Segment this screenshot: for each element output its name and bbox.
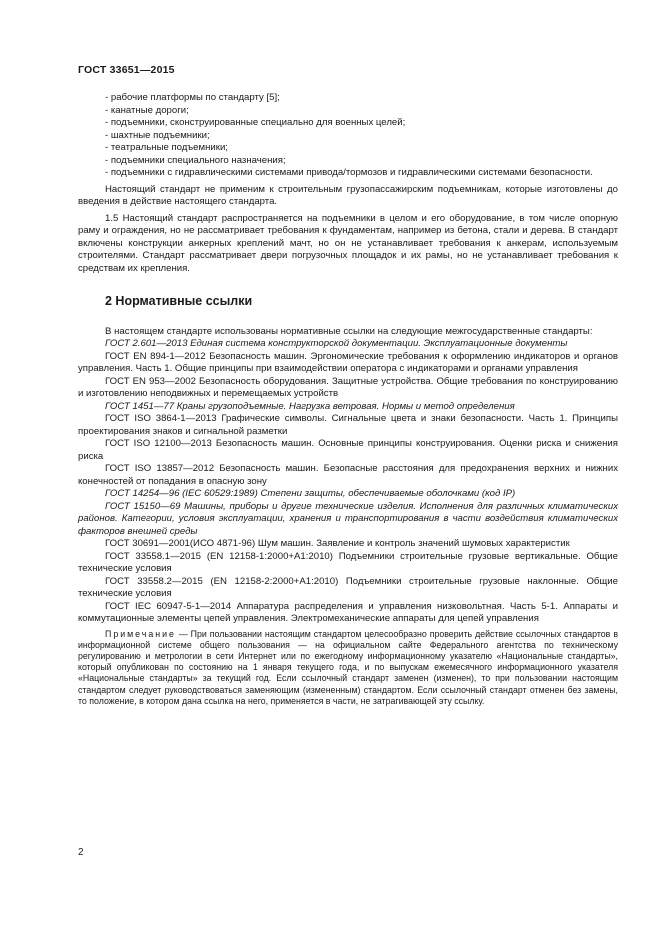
reference-entry: ГОСТ EN 894-1—2012 Безопасность машин. Эргономические требования к оформлению индикаторов и органов управления. Часть 1. Общие принципы при взаимодействии оператора с индикаторами и органами управления: [78, 350, 618, 374]
paragraph-1-5: 1.5 Настоящий стандарт распространяется на подъемники в целом и его оборудование, в том числе опорную раму и ограждения, но не рассматривает требования к фундаментам, например из бетона, стали и дерева. В стандарт включены конструкции анкерных креплений мачт, но он не устанавливает требования к анкерам, используемым строителями. Стандарт рассматривает двери погрузочных площадок и их рамы, но не устанавливает требования к средствам их крепления.: [78, 212, 618, 274]
section-intro: В настоящем стандарте использованы нормативные ссылки на следующие межгосударственные стандарты:: [105, 325, 593, 337]
reference-entry: ГОСТ EN 953—2002 Безопасность оборудования. Защитные устройства. Общие требования по конструированию и изготовлению неподвижных и перемещаемых устройств: [78, 375, 618, 399]
reference-entry: ГОСТ 30691—2001(ИСО 4871-96) Шум машин. Заявление и контроль значений шумовых характеристик: [105, 538, 570, 549]
paragraph-not-applicable: Настоящий стандарт не применим к строительным грузопассажирским подъемникам, которые изготовлены до введения в действие настоящего стандарта.: [78, 183, 618, 207]
reference-entry: ГОСТ IEC 60947-5-1—2014 Аппаратура распределения и управления низковольтная. Часть 5-1. Аппараты и коммутационные элементы цепей управления. Электромеханические аппараты для цепей управления: [78, 600, 618, 624]
reference-entry: ГОСТ ISO 3864-1—2013 Графические символы. Сигнальные цвета и знаки безопасности. Часть 1. Принципы проектирования знаков и сигнальной разметки: [78, 413, 618, 437]
list-item: - театральные подъемники;: [105, 142, 228, 153]
reference-entry: ГОСТ 14254—96 (IEC 60529:1989) Степени защиты, обеспечиваемые оболочками (код IP): [105, 488, 516, 499]
list-item: - канатные дороги;: [105, 104, 189, 116]
reference-entry: ГОСТ 2.601—2013 Единая система конструкторской документации. Эксплуатационные документы: [105, 338, 568, 349]
reference-entry: ГОСТ ISO 13857—2012 Безопасность машин. Безопасные расстояния для предохранения верхних и нижних конечностей от попадания в опасную зону: [78, 463, 618, 487]
page-body: [78, 92, 618, 716]
note-text: — При пользовании настоящим стандартом целесообразно проверить действие ссылочных стандартов в информационной системе общего пользования — на официальном сайте Федерального агентства по техническому регулированию и метрологии в сети Интернет или по ежегодному информационному указателю «Национальные стандарты», который опубликован по состоянию на 1 января текущего года, и по выпускам ежемесячного информационного указателя «Национальные стандарты» за текущий год. Если ссылочный стандарт заменен (изменен), то при пользовании настоящим стандартом следует руководствоваться заменяющим (измененным) стандартом. Если ссылочный стандарт отменен без замены, то положение, в котором дана ссылка на него, применяется в части, не затрагивающей эту ссылку.: [78, 628, 618, 706]
reference-entry: ГОСТ 15150—69 Машины, приборы и другие технические изделия. Исполнения для различных климатических районов. Категории, условия эксплуатации, хранения и транспортирования в части воздействия климатических факторов внешней среды: [78, 500, 618, 537]
note-label: Примечание: [105, 628, 176, 639]
list-item: - подъемники специального назначения;: [105, 154, 286, 166]
reference-entry: ГОСТ 1451—77 Краны грузоподъемные. Нагрузка ветровая. Нормы и метод определения: [105, 400, 515, 412]
reference-entry: ГОСТ 33558.2—2015 (EN 12158-2:2000+A1:2010) Подъемники строительные грузовые наклонные. Общие технические условия: [78, 575, 618, 599]
page-number: 2: [78, 847, 84, 858]
list-item: - подъемники с гидравлическими системами привода/тормозов и гидравлическими системами безопасности.: [105, 167, 593, 178]
reference-entry: ГОСТ ISO 12100—2013 Безопасность машин. Основные принципы конструирования. Оценки риска и снижения риска: [78, 438, 618, 462]
section-heading: 2 Нормативные ссылки: [105, 294, 253, 308]
reference-entry: ГОСТ 33558.1—2015 (EN 12158-1:2000+A1:2010) Подъемники строительные грузовые вертикальные. Общие технические условия: [78, 550, 618, 574]
list-item: - рабочие платформы по стандарту [5];: [105, 92, 280, 103]
note: [78, 629, 618, 707]
document-header: ГОСТ 33651—2015: [78, 64, 175, 76]
list-item: - шахтные подъемники;: [105, 129, 210, 141]
list-item: - подъемники, сконструированные специально для военных целей;: [105, 117, 406, 128]
